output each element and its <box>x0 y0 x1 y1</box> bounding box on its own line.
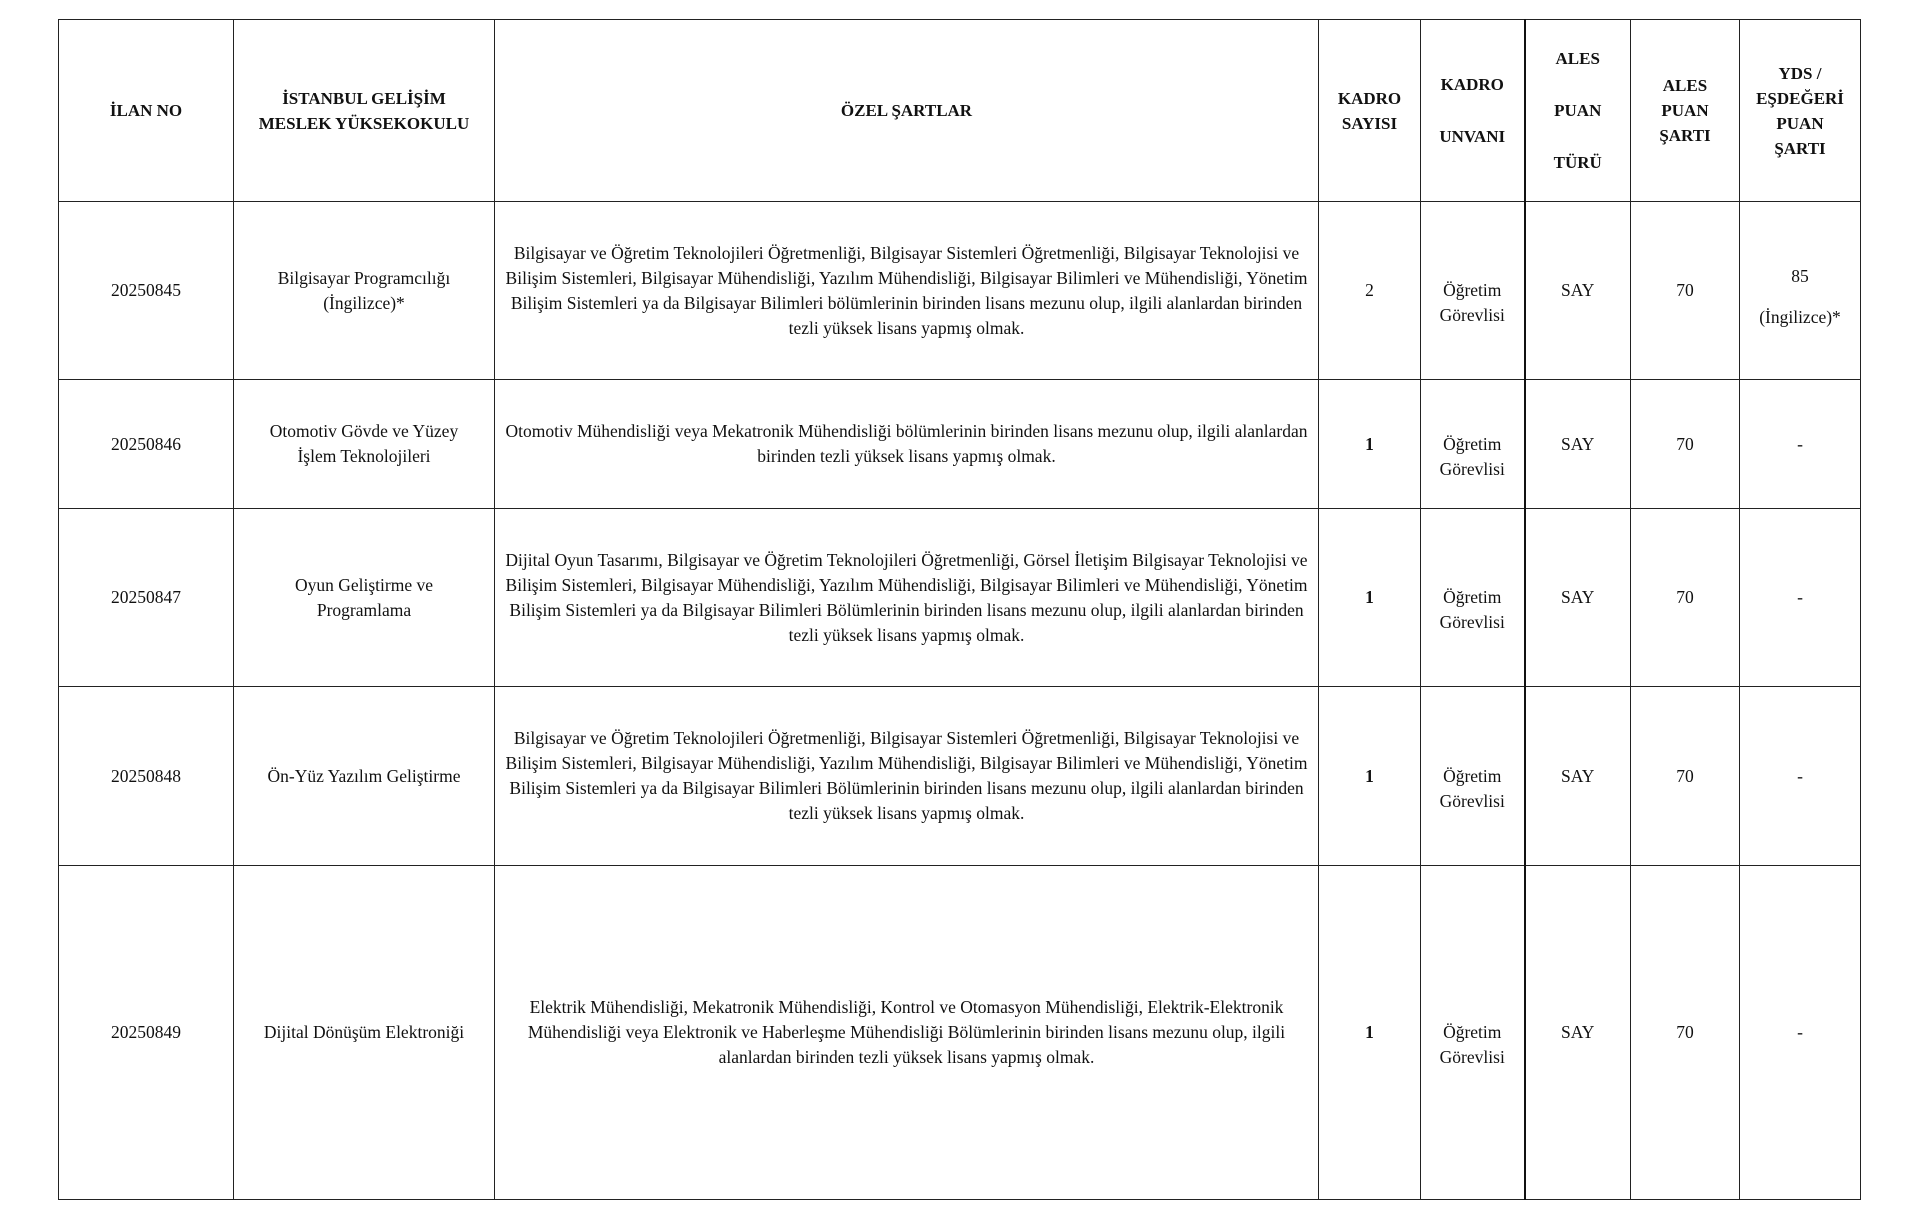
kadro-sayisi-cell: 1 <box>1319 509 1421 687</box>
program-cell: Bilgisayar Programcılığı (İngilizce)* <box>234 202 495 380</box>
program-cell: Otomotiv Gövde ve Yüzey İşlem Teknolojileri <box>234 380 495 509</box>
ilan-no-cell: 20250845 <box>59 202 234 380</box>
ales-puan-sarti-cell: 70 <box>1631 202 1740 380</box>
ozel-sartlar-cell: Bilgisayar ve Öğretim Teknolojileri Öğretmenliği, Bilgisayar Sistemleri Öğretmenliği, Bilgisayar Teknolojisi ve Bilişim Sistemleri, Bilgisayar Mühendisliği, Yazılım Mühendisliği, Bilgisayar Bilimleri ve Mühendisliği, Yönetim Bilişim Sistemleri ya da Bilgisayar Bilimleri bölümlerinin birinden lisans mezunu olup, ilgili alanlardan birinden tezli yüksek lisans yapmış olmak. <box>495 202 1319 380</box>
kadro-unvani-cell: Öğretim Görevlisi <box>1421 866 1525 1200</box>
header-ales-puan-sarti: ALES PUAN ŞARTI <box>1631 20 1740 202</box>
header-kadro-unvani: KADRO UNVANI <box>1421 20 1525 202</box>
yds-puan-sarti-cell: - <box>1740 687 1861 866</box>
table-row <box>59 687 1861 866</box>
table-row <box>59 509 1861 687</box>
kadro-sayisi-cell: 1 <box>1319 687 1421 866</box>
kadro-unvani-cell: Öğretim Görevlisi <box>1421 687 1525 866</box>
header-ozel-sartlar: ÖZEL ŞARTLAR <box>495 20 1319 202</box>
ozel-sartlar-cell: Elektrik Mühendisliği, Mekatronik Mühendisliği, Kontrol ve Otomasyon Mühendisliği, Elektrik-Elektronik Mühendisliği veya Elektronik ve Haberleşme Mühendisliği Bölümlerinin birinden lisans mezunu olup, ilgili alanlardan birinden tezli yüksek lisans yapmış olmak. <box>495 866 1319 1200</box>
header-kadro-sayisi: KADRO SAYISI <box>1319 20 1421 202</box>
ales-puan-turu-cell: SAY <box>1525 866 1631 1200</box>
kadro-sayisi-cell: 2 <box>1319 202 1421 380</box>
kadro-sayisi-cell: 1 <box>1319 866 1421 1200</box>
header-row <box>59 20 1861 202</box>
header-yds-puan-sarti: YDS / EŞDEĞERİ PUAN ŞARTI <box>1740 20 1861 202</box>
table-row <box>59 202 1861 380</box>
ales-puan-turu-cell: SAY <box>1525 687 1631 866</box>
header-ilan-no: İLAN NO <box>59 20 234 202</box>
ilan-no-cell: 20250846 <box>59 380 234 509</box>
ilan-no-cell: 20250849 <box>59 866 234 1200</box>
ozel-sartlar-cell: Bilgisayar ve Öğretim Teknolojileri Öğretmenliği, Bilgisayar Sistemleri Öğretmenliği, Bilgisayar Teknolojisi ve Bilişim Sistemleri, Bilgisayar Mühendisliği, Yazılım Mühendisliği, Bilgisayar Bilimleri ve Mühendisliği, Yönetim Bilişim Sistemleri ya da Bilgisayar Bilimleri Bölümlerinin birinden lisans mezunu olup, ilgili alanlardan birinden tezli yüksek lisans yapmış olmak. <box>495 687 1319 866</box>
program-cell: Dijital Dönüşüm Elektroniği <box>234 866 495 1200</box>
ozel-sartlar-cell: Otomotiv Mühendisliği veya Mekatronik Mühendisliği bölümlerinin birinden lisans mezunu olup, ilgili alanlardan birinden tezli yüksek lisans yapmış olmak. <box>495 380 1319 509</box>
table-row <box>59 866 1861 1200</box>
program-cell: Oyun Geliştirme ve Programlama <box>234 509 495 687</box>
header-ales-puan-turu: ALES PUAN TÜRÜ <box>1525 20 1631 202</box>
yds-puan-sarti-cell: 85 (İngilizce)* <box>1740 202 1861 380</box>
program-cell: Ön-Yüz Yazılım Geliştirme <box>234 687 495 866</box>
kadro-unvani-cell: Öğretim Görevlisi <box>1421 380 1525 509</box>
ales-puan-sarti-cell: 70 <box>1631 380 1740 509</box>
ilan-no-cell: 20250848 <box>59 687 234 866</box>
ales-puan-sarti-cell: 70 <box>1631 509 1740 687</box>
ales-puan-turu-cell: SAY <box>1525 380 1631 509</box>
yds-puan-sarti-cell: - <box>1740 509 1861 687</box>
ales-puan-turu-cell: SAY <box>1525 202 1631 380</box>
ales-puan-sarti-cell: 70 <box>1631 866 1740 1200</box>
kadro-unvani-cell: Öğretim Görevlisi <box>1421 202 1525 380</box>
kadro-sayisi-cell: 1 <box>1319 380 1421 509</box>
header-unit: İSTANBUL GELİŞİM MESLEK YÜKSEKOKULU <box>234 20 495 202</box>
yds-puan-sarti-cell: - <box>1740 866 1861 1200</box>
yds-puan-sarti-cell: - <box>1740 380 1861 509</box>
table-row <box>59 380 1861 509</box>
ilan-no-cell: 20250847 <box>59 509 234 687</box>
kadro-unvani-cell: Öğretim Görevlisi <box>1421 509 1525 687</box>
ozel-sartlar-cell: Dijital Oyun Tasarımı, Bilgisayar ve Öğretim Teknolojileri Öğretmenliği, Görsel İletişim Bilgisayar Teknolojisi ve Bilişim Sistemleri, Bilgisayar Mühendisliği, Yazılım Mühendisliği, Bilgisayar Bilimleri ve Mühendisliği, Yönetim Bilişim Sistemleri ya da Bilgisayar Bilimleri Bölümlerinin birinden lisans mezunu olup, ilgili alanlardan birinden tezli yüksek lisans yapmış olmak. <box>495 509 1319 687</box>
job-announcement-table <box>58 19 1861 1200</box>
ales-puan-sarti-cell: 70 <box>1631 687 1740 866</box>
ales-puan-turu-cell: SAY <box>1525 509 1631 687</box>
